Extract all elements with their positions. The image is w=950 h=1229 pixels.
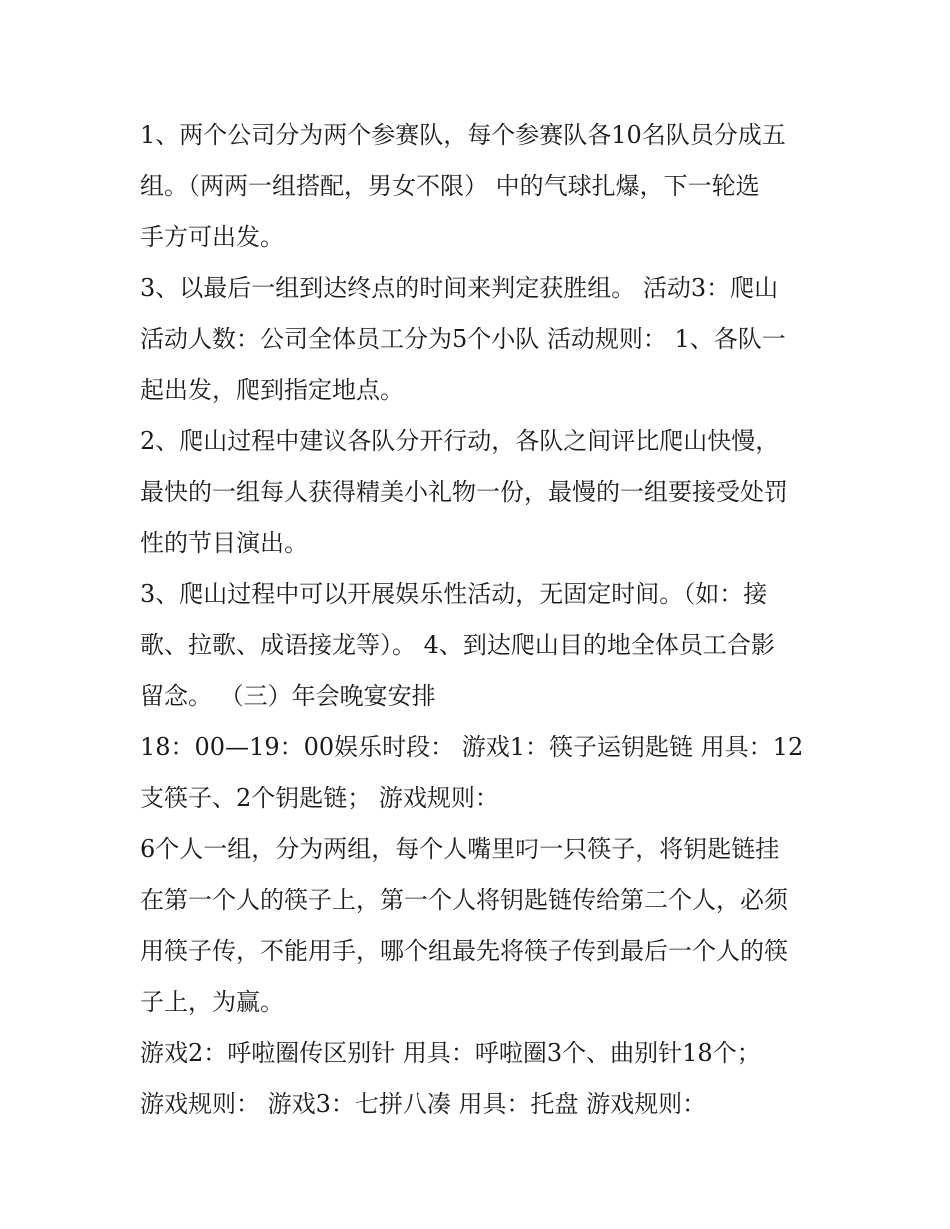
text-line: 3、爬山过程中可以开展娱乐性活动，无固定时间。（如：接 — [140, 580, 768, 608]
text-line: 2、爬山过程中建议各队分开行动，各队之间评比爬山快慢， — [140, 427, 780, 455]
text-line: 子上，为赢。 — [140, 988, 284, 1016]
text-line: 用筷子传，不能用手，哪个组最先将筷子传到最后一个人的筷 — [140, 937, 788, 965]
text-line: 起出发，爬到指定地点。 — [140, 376, 404, 404]
text-line: 组。（两两一组搭配，男女不限） 中的气球扎爆，下一轮选 — [140, 172, 760, 200]
text-line: 歌、拉歌、成语接龙等）。 4、到达爬山目的地全体员工合影 — [140, 631, 775, 659]
text-line: 性的节目演出。 — [140, 529, 308, 557]
text-line: 游戏规则： 游戏3：七拼八凑 用具：托盘 游戏规则： — [140, 1090, 707, 1118]
text-line: 留念。 （三）年会晚宴安排 — [140, 682, 436, 710]
text-line: 支筷子、2个钥匙链； 游戏规则： — [140, 784, 499, 812]
document-page — [140, 110, 820, 1130]
text-line: 18：00—19：00娱乐时段： 游戏1：筷子运钥匙链 用具：12 — [140, 733, 804, 761]
text-line: 活动人数：公司全体员工分为5个小队 活动规则： 1、各队一 — [140, 325, 786, 353]
text-line: 3、以最后一组到达终点的时间来判定获胜组。 活动3：爬山 — [140, 274, 779, 302]
text-line: 游戏2：呼啦圈传区别针 用具：呼啦圈3个、曲别针18个； — [140, 1039, 761, 1067]
text-line: 手方可出发。 — [140, 223, 284, 251]
text-line: 最快的一组每人获得精美小礼物一份，最慢的一组要接受处罚 — [140, 478, 788, 506]
text-line: 1、两个公司分为两个参赛队，每个参赛队各10名队员分成五 — [140, 121, 786, 149]
text-line: 在第一个人的筷子上，第一个人将钥匙链传给第二个人，必须 — [140, 886, 788, 914]
text-line: 6个人一组，分为两组，每个人嘴里叼一只筷子，将钥匙链挂 — [140, 835, 780, 863]
